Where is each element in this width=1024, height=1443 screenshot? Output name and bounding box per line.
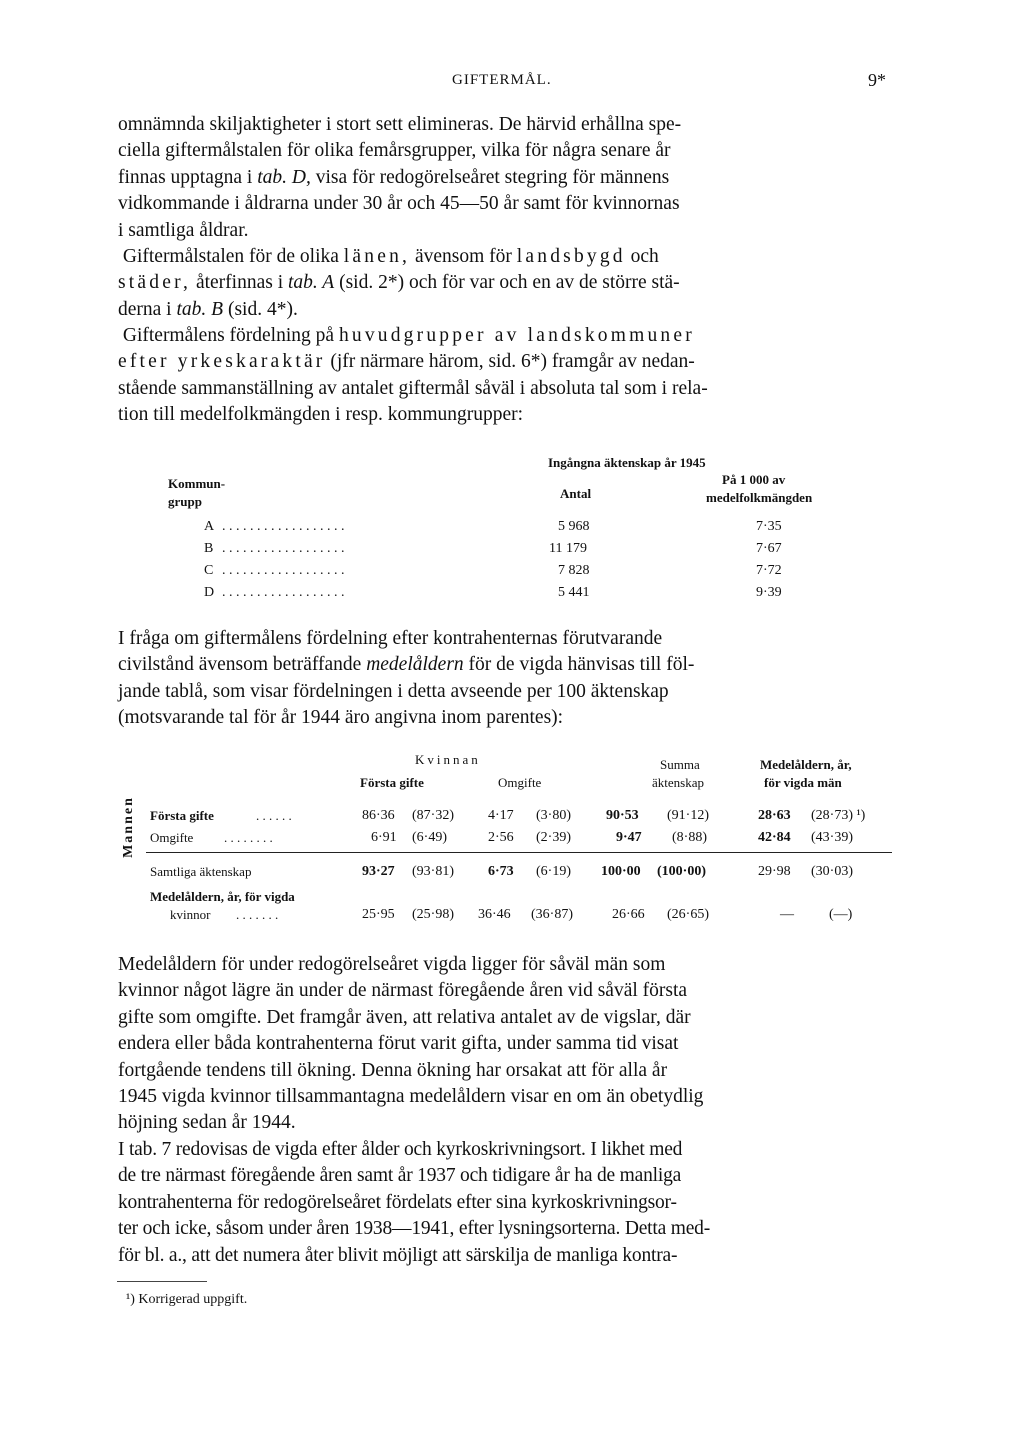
footnote-rule: [117, 1281, 207, 1282]
text-line: kontrahenterna för redogörelseåret fördelats efter sina kyrkoskrivningsor-: [118, 1191, 677, 1213]
paragraph-3: [118, 323, 894, 429]
cell-per: 9·39: [756, 585, 782, 600]
cell-og: 36·46: [478, 907, 511, 922]
text-line: jande tablå, som visar fördelningen i detta avseende per 100 äktenskap: [118, 680, 669, 702]
col-header-omgifte: Omgifte: [498, 775, 542, 790]
cell-med-1944: (28·73) ¹): [811, 808, 866, 823]
text-line: kvinnor något lägre än under de närmast föregående åren vid såväl första: [118, 980, 688, 1002]
paragraph-5: [118, 952, 894, 1137]
cell-antal: 7 828: [558, 563, 590, 578]
row-label: Första gifte: [150, 808, 214, 823]
cell-fg: 6·91: [371, 830, 397, 845]
text-line: (motsvarande tal för år 1944 äro angivna inom parentes):: [118, 707, 564, 729]
cell-sum-1944: (26·65): [667, 907, 709, 922]
text-line: gifte som omgifte. Det framgår även, att relativa antalet av de vigslar, där: [118, 1006, 691, 1028]
col-header-forsta-gifte: Första gifte: [360, 775, 424, 790]
text-line: [118, 652, 894, 678]
col-header-medel-2: för vigda män: [764, 775, 842, 790]
cell-med-1944: (—): [829, 907, 853, 922]
cell-sum-1944: (8·88): [672, 830, 707, 845]
cell-og: 4·17: [488, 808, 514, 823]
cell-fg: 25·95: [362, 907, 395, 922]
text-line: stående sammanställning av antalet giftermål såväl i absoluta tal som i rela-: [118, 377, 708, 399]
cell-per: 7·67: [756, 541, 782, 556]
side-label-text: Mannen: [121, 796, 136, 858]
footnote: ¹) Korrigerad uppgift.: [126, 1292, 248, 1307]
text-line: 1945 vigda kvinnor tillsammantagna medelåldern visar en om än obetydlig: [118, 1086, 704, 1108]
text-line: för bl. a., att det numera åter blivit möjligt att särskilja de manliga kontra-: [118, 1244, 678, 1266]
text-run: ävensom för: [410, 246, 517, 267]
text-line: endera eller båda kontrahenterna förut varit gifta, under samma tid visat: [118, 1033, 679, 1055]
paragraph-2: [118, 244, 894, 323]
cell-fg-1944: (6·49): [412, 830, 447, 845]
text-line: [118, 297, 894, 323]
text-line: I fråga om giftermålens fördelning efter kontrahenternas förutvarande: [118, 628, 663, 649]
cell-fg-1944: (87·32): [412, 808, 454, 823]
row-group: C: [204, 563, 214, 578]
leader-dots: . . . . . . . . . . . . . . . . . .: [222, 541, 345, 556]
text-line: [118, 323, 894, 349]
text-line: fortgående tendens till ökning. Denna ökning har orsakat att för alla år: [118, 1059, 668, 1081]
text-run: Giftermålstalen för de olika: [122, 246, 344, 267]
spaced-term: länen,: [343, 246, 411, 267]
leader-dots: . . . . . . . . . . . . . . . . . .: [222, 563, 345, 578]
cell-og-1944: (6·19): [536, 864, 571, 879]
cell-sum: 100·00: [601, 864, 641, 879]
col-header-antal: Antal: [560, 486, 592, 501]
cell-sum-1944: (91·12): [667, 808, 709, 823]
cell-per: 7·35: [756, 519, 782, 534]
row-group: D: [204, 585, 215, 600]
text-run: återfinnas i: [191, 272, 288, 294]
text-line: i samtliga åldrar.: [118, 219, 249, 241]
cell-antal: 5 968: [558, 519, 590, 534]
col-header-kvinnan: Kvinnan: [415, 752, 481, 767]
text-line: ciella giftermålstalen för olika femårsgrupper, vilka för några senare år: [118, 140, 671, 162]
row-label-total: Samtliga äktenskap: [150, 864, 252, 879]
text-run: (jfr närmare härom, sid. 6*) framgår av nedan-: [325, 351, 695, 373]
col-header-group-2: grupp: [168, 494, 202, 509]
text-line: ter och icke, såsom under åren 1938—1941, efter lysningsorterna. Detta med-: [118, 1218, 711, 1240]
cell-antal: 11 179: [549, 541, 587, 556]
running-title: GIFTERMÅL.: [452, 72, 552, 88]
page-header: [0, 70, 1024, 96]
spaced-term: efter yrkeskaraktär: [118, 351, 326, 373]
text-run: (sid. 4*).: [223, 298, 298, 320]
text-run: visa för redogörelseåret stegring för männens: [310, 166, 670, 188]
col-header-summa: Summa: [660, 757, 700, 772]
row-label-medel-2: kvinnor: [170, 907, 211, 922]
spaced-term: landsbygd: [516, 246, 626, 267]
side-label-mannen: [118, 785, 138, 875]
text-line: [118, 244, 894, 270]
col-header-per-1000-2: medelfolkmängden: [706, 490, 813, 505]
text-line: omnämnda skiljaktigheter i stort sett elimineras. De härvid erhållna spe-: [118, 114, 682, 135]
page-number: 9*: [868, 70, 886, 90]
cell-og-1944: (36·87): [531, 907, 573, 922]
text-line: tion till medelfolkmängden i resp. kommungrupper:: [118, 404, 524, 426]
cell-antal: 5 441: [558, 585, 590, 600]
cell-fg: 86·36: [362, 808, 395, 823]
text-run: derna i: [118, 298, 177, 320]
cell-og-1944: (2·39): [536, 830, 571, 845]
cell-sum: 9·47: [616, 830, 642, 845]
text-run: civilstånd ävensom beträffande: [118, 654, 367, 676]
text-line: Medelåldern för under redogörelseåret vigda ligger för såväl män som: [118, 954, 666, 975]
cell-med-1944: (43·39): [811, 830, 853, 845]
cell-per: 7·72: [756, 563, 782, 578]
text-line: [118, 165, 894, 191]
cell-fg: 93·27: [362, 864, 395, 879]
table-header-top: Ingångna äktenskap år 1945: [548, 455, 706, 470]
paragraph-4: [118, 626, 894, 732]
cell-og-1944: (3·80): [536, 808, 571, 823]
text-line: vidkommande i åldrarna under 30 år och 45—50 år samt för kvinnornas: [118, 193, 680, 215]
cell-sum: 90·53: [606, 808, 639, 823]
cell-med: 42·84: [758, 830, 791, 845]
cell-med: —: [780, 907, 794, 922]
cell-sum-1944: (100·00): [657, 864, 706, 879]
cell-med: 28·63: [758, 808, 791, 823]
spaced-term: städer,: [118, 272, 192, 294]
italic-term: medelåldern: [366, 654, 464, 676]
leader-dots: . . . . . .: [256, 808, 292, 823]
spaced-term: huvudgrupper av landskommuner: [338, 325, 695, 346]
cell-med-1944: (30·03): [811, 864, 853, 879]
col-header-group: Kommun-: [168, 476, 226, 491]
text-run: (sid. 2*) och för var och en av de större stä-: [334, 272, 680, 294]
cell-fg-1944: (93·81): [412, 864, 454, 879]
row-label: Omgifte: [150, 830, 194, 845]
text-line: [118, 349, 894, 375]
cell-og: 2·56: [488, 830, 514, 845]
italic-ref: tab. D,: [257, 166, 311, 188]
cell-sum: 26·66: [612, 907, 645, 922]
leader-dots: . . . . . . . . . . . . . . . . . .: [222, 585, 345, 600]
leader-dots: . . . . . . . . . . . . . . . . . .: [222, 519, 345, 534]
leader-dots: . . . . . . . .: [224, 830, 273, 845]
text-run: finnas upptagna i: [118, 166, 258, 188]
italic-ref: tab. B: [176, 298, 224, 320]
row-label-medel: Medelåldern, år, för vigda: [150, 889, 295, 904]
text-line: de tre närmast föregående åren samt år 1937 och tidigare år ha de manliga: [118, 1165, 682, 1187]
text-run: Giftermålens fördelning på: [122, 325, 339, 346]
col-header-summa-2: äktenskap: [652, 775, 704, 790]
table-rule: [146, 852, 892, 853]
cell-med: 29·98: [758, 864, 791, 879]
paragraph-1: [118, 112, 894, 244]
text-run: för de vigda hänvisas till föl-: [463, 654, 695, 676]
cell-fg-1944: (25·98): [412, 907, 454, 922]
text-run: och: [625, 246, 659, 267]
leader-dots: . . . . . . .: [236, 907, 279, 922]
row-group: B: [204, 541, 214, 556]
text-line: [118, 270, 894, 296]
cell-og: 6·73: [488, 864, 514, 879]
text-line: I tab. 7 redovisas de vigda efter ålder och kyrkoskrivningsort. I likhet med: [118, 1139, 683, 1160]
paragraph-6: [118, 1137, 894, 1269]
italic-ref: tab. A: [287, 272, 335, 294]
text-line: höjning sedan år 1944.: [118, 1112, 296, 1134]
col-header-medel: Medelåldern, år,: [760, 757, 852, 772]
row-group: A: [204, 519, 215, 534]
col-header-per-1000: På 1 000 av: [722, 472, 786, 487]
